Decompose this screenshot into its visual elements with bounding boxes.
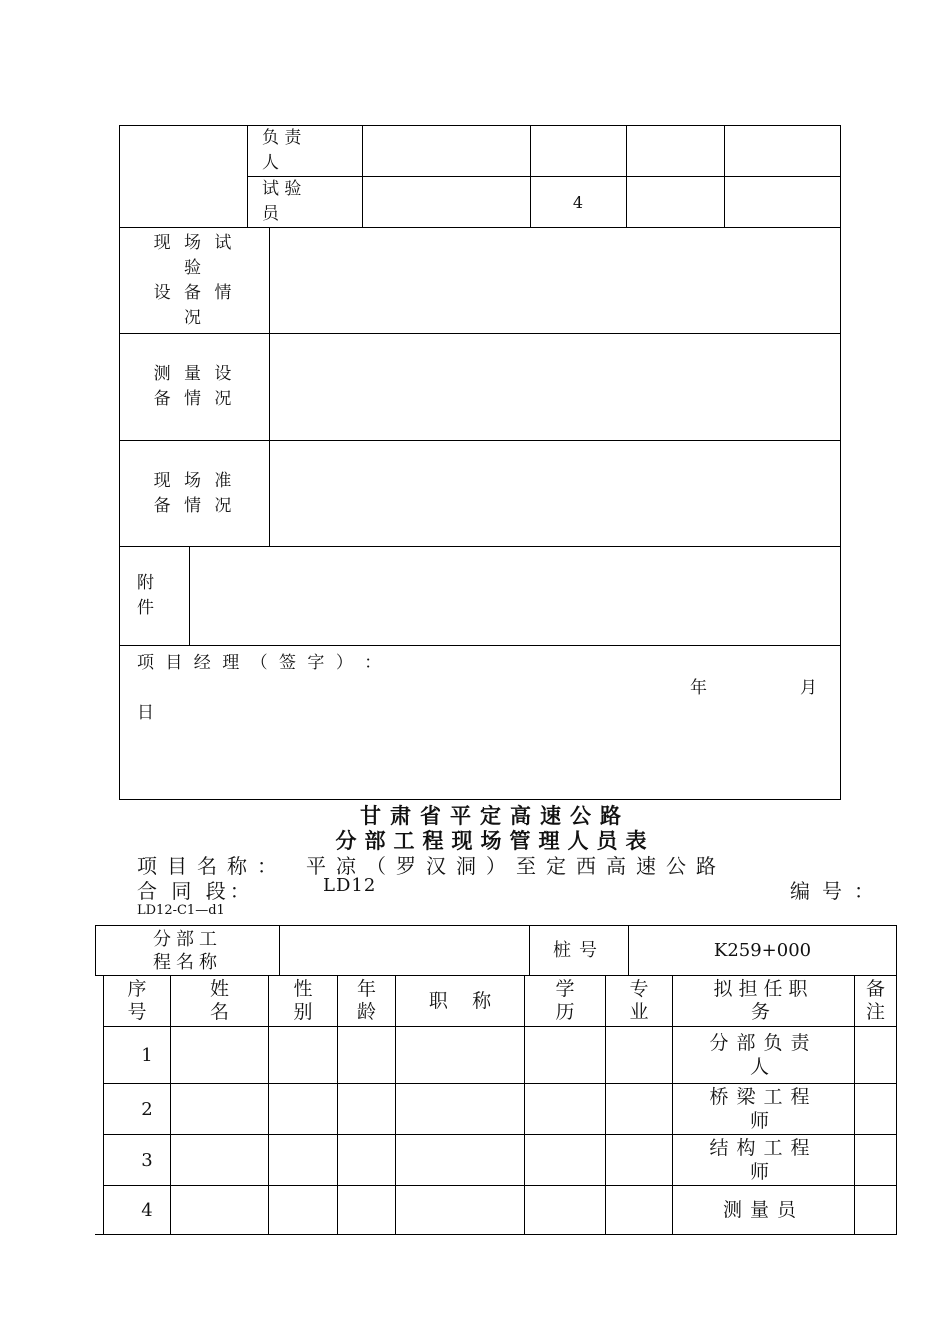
column-header-major: 专 业 <box>629 978 649 1023</box>
document-number-value: LD12-C1—d1 <box>137 903 225 918</box>
tester-label: 试 验 员 <box>262 179 302 224</box>
subproject-name-label: 分部工 程名称 <box>153 928 222 973</box>
column-header-age: 年 龄 <box>356 978 376 1023</box>
month-label: 月 <box>800 678 817 698</box>
row-2-duty: 桥梁工程 师 <box>709 1086 818 1132</box>
column-header-gender: 性 别 <box>293 978 313 1023</box>
station-label: 桩号 <box>553 940 605 961</box>
row-4-duty: 测量员 <box>722 1199 804 1221</box>
document-title: 甘肃省平定高速公路 <box>360 804 630 828</box>
project-name-label: 项目名称： <box>137 854 287 878</box>
manager-signature-label: 项 目 经 理 （ 签 字 ） ： <box>137 653 385 673</box>
column-header-name: 姓 名 <box>209 978 229 1023</box>
tester-value: 4 <box>572 192 584 212</box>
responsible-label: 负 责 人 <box>262 128 302 173</box>
contract-section-value: LD12 <box>323 875 377 896</box>
site-preparation-label: 现 场 准 备 情 况 <box>153 470 236 516</box>
document-number-label: 编号： <box>790 879 886 903</box>
test-equipment-label: 现 场 试 验 设 备 情 况 <box>153 232 236 328</box>
subproject-name-value <box>280 926 529 975</box>
row-1-duty: 分部负责 人 <box>709 1032 818 1078</box>
column-header-remarks: 备 注 <box>865 978 885 1023</box>
station-value: K259+000 <box>713 940 812 961</box>
row-4-index: 4 <box>141 1199 153 1221</box>
year-label: 年 <box>690 678 707 698</box>
row-1-index: 1 <box>141 1044 153 1066</box>
column-header-title: 职 称 <box>428 989 492 1012</box>
column-header-education: 学 历 <box>555 978 575 1023</box>
row-3-duty: 结构工程 师 <box>709 1137 818 1183</box>
day-label: 日 <box>137 703 154 723</box>
row-2-index: 2 <box>141 1098 153 1120</box>
table-title: 分部工程现场管理人员表 <box>335 829 655 853</box>
contract-section-label: 合 同 段： <box>137 879 254 903</box>
column-header-index: 序 号 <box>127 978 147 1023</box>
survey-equipment-label: 测 量 设 备 情 况 <box>153 364 236 409</box>
project-name-value: 平凉（罗汉洞）至定西高速公路 <box>306 854 726 878</box>
row-3-index: 3 <box>141 1149 153 1171</box>
attachment-label: 附 件 <box>137 573 154 618</box>
column-header-duty: 拟担任职 务 <box>713 978 814 1023</box>
